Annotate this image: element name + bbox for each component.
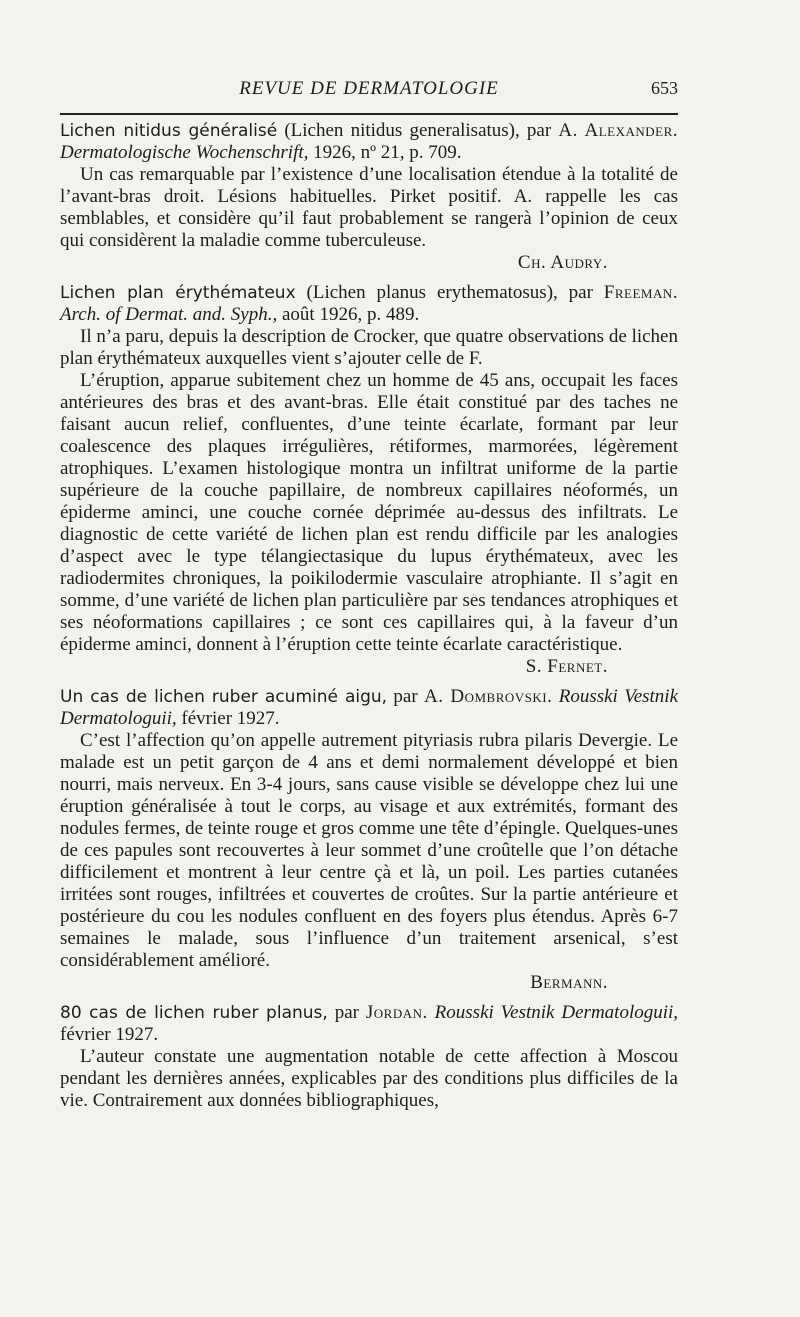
abstract-entry [60, 120, 678, 274]
citation [60, 1002, 678, 1046]
paragraph: C’est l’affection qu’on appelle autrement pityriasis rubra pilaris Devergie. Le malade est un petit garçon de 4 ans et demi normalement développé et bien nourri, mais nerveux. En 3-4 jours, sans cause visible se développe chez lui une éruption généralisée à tout le corps, au visage et aux extrémités, formant des nodules fermes, de teinte rouge et gros comme une tête d’épingle. Quelques-unes de ces papules sont recouvertes à leur sommet d’une croûtelle que l’on détache difficilement et montrent à leur centre çà et là, un poil. Les parties cutanées irritées sont rouges, infiltrées et couvertes de croûtes. Sur la partie antérieure et postérieure du cou les nodules confluent en des foyers plus étendus. Après 6-7 semaines le malade, sous l’influence d’un traitement arsenical, s’est considérablement amélioré. [60, 730, 678, 971]
signature: S. Fernet. [525, 656, 608, 677]
running-title: REVUE DE DERMATOLOGIE [239, 78, 499, 99]
citation-text: par [387, 686, 418, 707]
abstract-entry [60, 282, 678, 678]
journal: Arch. of Dermat. and. Syph., [60, 304, 278, 325]
citation [60, 120, 678, 164]
signature: Bermann. [530, 972, 608, 993]
citation [60, 282, 678, 326]
paragraph: Un cas remarquable par l’existence d’une localisation étendue à la totalité de l’avant-bras droit. Lésions habituelles. Pirket positif. A. rappelle les cas semblables, et considère qu’il faut probablement se rangerà l’opinion de ceux qui considèrent la maladie comme tuberculeuse. [60, 164, 678, 251]
citation-text: (Lichen planus erythematosus), par [295, 282, 593, 303]
article-body [60, 120, 678, 1120]
journal: Rousski Vestnik Dermatologuii, [434, 1002, 679, 1023]
page-header [60, 78, 678, 104]
entry-title: Lichen nitidus généralisé [60, 121, 278, 141]
page-number: 653 [651, 78, 678, 98]
author: Freeman. [603, 282, 678, 303]
abstract-entry [60, 686, 678, 994]
reference: 1926, nº 21, p. 709. [308, 142, 462, 163]
journal: Rousski Vestnik Dermatologuii, [60, 686, 679, 729]
signature: Ch. Audry. [517, 252, 608, 273]
reference: février 1927. [176, 708, 280, 729]
header-rule [60, 113, 678, 115]
citation [60, 686, 678, 730]
abstract-entry [60, 1002, 678, 1112]
journal: Dermatologische Wochenschrift, [60, 142, 309, 163]
entry-title: Lichen plan érythémateux [60, 283, 296, 303]
reference: août 1926, p. 489. [277, 304, 420, 325]
author: Jordan. [365, 1002, 428, 1023]
citation-text: (Lichen nitidus generalisatus), par [277, 120, 552, 141]
reference: février 1927. [60, 1024, 159, 1045]
entry-title: 80 cas de lichen ruber planus, [60, 1003, 328, 1023]
paragraph: Il n’a paru, depuis la description de Crocker, que quatre observations de lichen plan érythémateux auxquelles vient s’ajouter celle de F. [60, 326, 678, 369]
entry-title: Un cas de lichen ruber acuminé aigu, [60, 687, 388, 707]
citation-text: par [327, 1002, 359, 1023]
paragraph: L’éruption, apparue subitement chez un homme de 45 ans, occupait les faces antérieures des bras et des avant-bras. Elle était constitué par des taches ne faisant aucun relief, confluentes, d’une teinte écarlate, formant par leur coalescence des plaques irrégulières, rétiformes, marmorées, légèrement atrophiques. L’examen histologique montra un infiltrat uniforme de la partie supérieure de la couche papillaire, de nombreux capillaires néoformés, un épiderme aminci, une couche cornée déprimée au-dessus des infiltrats. Le diagnostic de cette variété de lichen plan est rendu difficile par les analogies d’aspect avec le type télangiectasique du lupus érythémateux, avec les radiodermites chroniques, la poikilodermie vasculaire atrophiante. Il s’agit en somme, d’une variété de lichen plan particulière par ses tendances atrophiques et ses néoformations capillaires ; ce sont ces capillaires qui, à la faveur d’un épiderme aminci, donnent à l’éruption cette teinte écarlate caractéristique. [60, 370, 678, 655]
paragraph: L’auteur constate une augmentation notable de cette affection à Moscou pendant les dernières années, explicables par des conditions plus difficiles de la vie. Contrairement aux données bibliographiques, [60, 1046, 678, 1111]
author: A. Dombrovski. [424, 686, 553, 707]
author: A. Alexander. [558, 120, 678, 141]
